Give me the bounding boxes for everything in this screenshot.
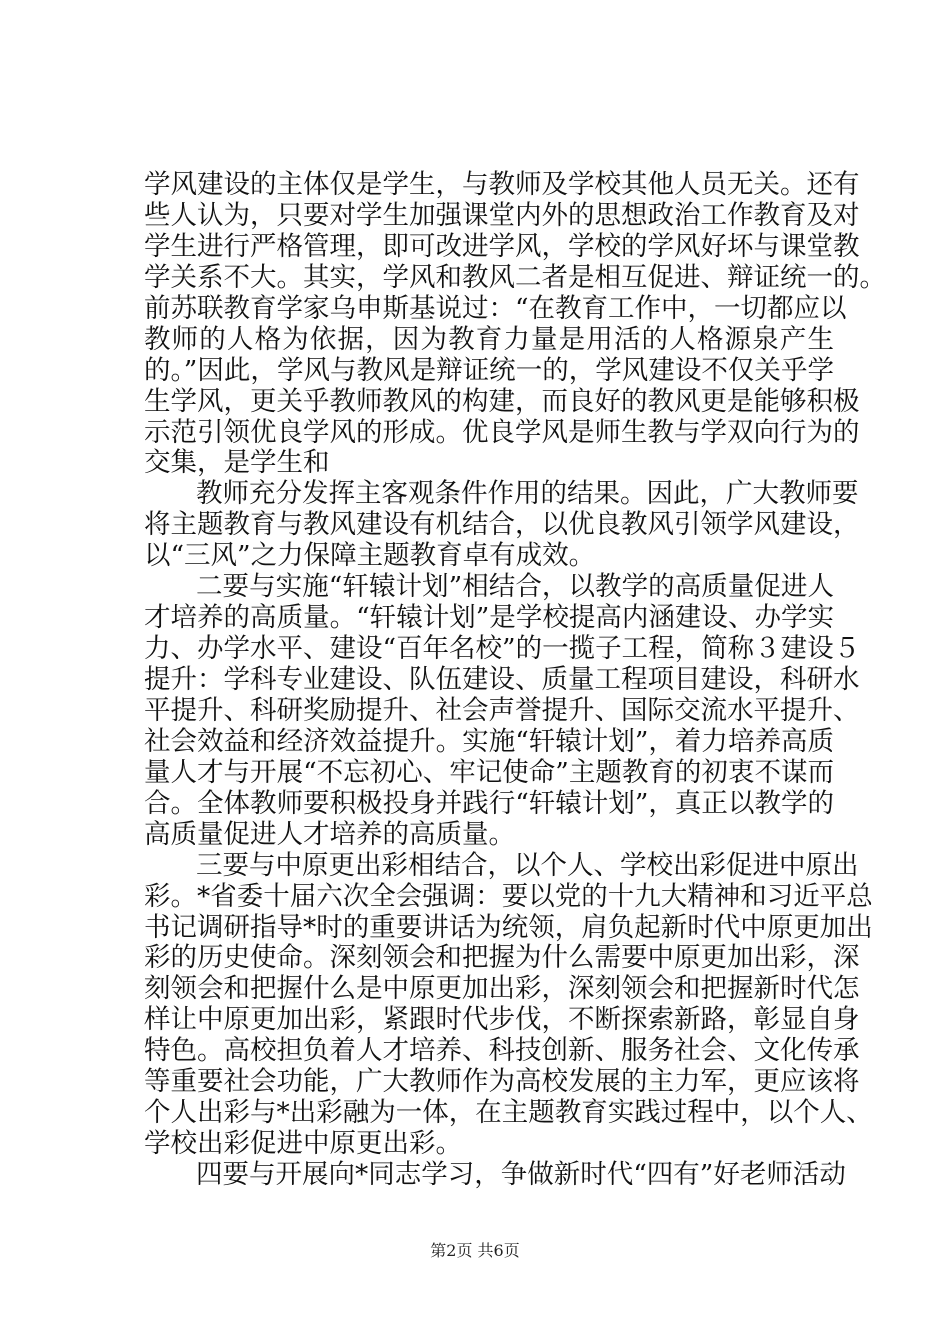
text-line: 交集，是学生和 xyxy=(144,447,330,478)
text-line: 示范引领优良学风的形成。优良学风是师生教与学双向行为的 xyxy=(144,417,860,448)
text-line: 力、办学水平、建设“百年名校”的一揽子工程，简称３建设５ xyxy=(144,633,861,664)
text-line: 合。全体教师要积极投身并践行“轩辕计划”，真正以教学的 xyxy=(144,788,834,819)
text-line: 的。”因此，学风与教风是辩证统一的，学风建设不仅关乎学 xyxy=(144,355,834,386)
text-line: 书记调研指导*时的重要讲话为统领，肩负起新时代中原更加出 xyxy=(144,912,873,943)
text-line: 刻领会和把握什么是中原更加出彩，深刻领会和把握新时代怎 xyxy=(144,973,860,1004)
text-line: 生学风，更关乎教师教风的构建，而良好的教风更是能够积极 xyxy=(144,386,860,417)
text-line: 等重要社会功能，广大教师作为高校发展的主力军，更应该将 xyxy=(144,1066,860,1097)
text-line: 学校出彩促进中原更出彩。 xyxy=(144,1128,462,1159)
page-footer: 第2页 共6页 xyxy=(430,1241,520,1260)
text-line: 前苏联教育学家乌申斯基说过：“在教育工作中，一切都应以 xyxy=(144,293,847,324)
text-line: 才培养的高质量。“轩辕计划”是学校提高内涵建设、办学实 xyxy=(144,602,834,633)
text-line: 样让中原更加出彩，紧跟时代步伐，不断探索新路，彰显自身 xyxy=(144,1004,860,1035)
text-line: 二要与实施“轩辕计划”相结合，以教学的高质量促进人 xyxy=(196,571,834,602)
text-line: 四要与开展向*同志学习，争做新时代“四有”好老师活动 xyxy=(196,1159,846,1190)
text-line: 教师充分发挥主客观条件作用的结果。因此，广大教师要 xyxy=(196,478,859,509)
text-line: 些人认为，只要对学生加强课堂内外的思想政治工作教育及对 xyxy=(144,200,860,231)
text-line: 量人才与开展“不忘初心、牢记使命”主题教育的初衷不谋而 xyxy=(144,757,834,788)
text-line: 提升：学科专业建设、队伍建设、质量工程项目建设，科研水 xyxy=(144,664,860,695)
text-line: 彩。*省委十届六次全会强调：要以党的十九大精神和习近平总 xyxy=(144,881,873,912)
text-line: 将主题教育与教风建设有机结合，以优良教风引领学风建设， xyxy=(144,509,860,540)
text-line: 高质量促进人才培养的高质量。 xyxy=(144,819,515,850)
text-line: 学风建设的主体仅是学生，与教师及学校其他人员无关。还有 xyxy=(144,169,860,200)
text-line: 社会效益和经济效益提升。实施“轩辕计划”，着力培养高质 xyxy=(144,726,834,757)
text-line: 以“三风”之力保障主题教育卓有成效。 xyxy=(144,540,596,571)
text-line: 学生进行严格管理，即可改进学风，学校的学风好坏与课堂教 xyxy=(144,231,860,262)
text-line: 平提升、科研奖励提升、社会声誉提升、国际交流水平提升、 xyxy=(144,695,860,726)
text-line: 教师的人格为依据，因为教育力量是用活的人格源泉产生 xyxy=(144,324,834,355)
text-line: 个人出彩与*出彩融为一体，在主题教育实践过程中，以个人、 xyxy=(144,1097,873,1128)
text-line: 学关系不大。其实，学风和教风二者是相互促进、辩证统一的。 xyxy=(144,262,886,293)
text-line: 特色。高校担负着人才培养、科技创新、服务社会、文化传承 xyxy=(144,1035,860,1066)
text-line: 三要与中原更出彩相结合，以个人、学校出彩促进中原出 xyxy=(196,850,859,881)
text-line: 彩的历史使命。深刻领会和把握为什么需要中原更加出彩，深 xyxy=(144,942,860,973)
